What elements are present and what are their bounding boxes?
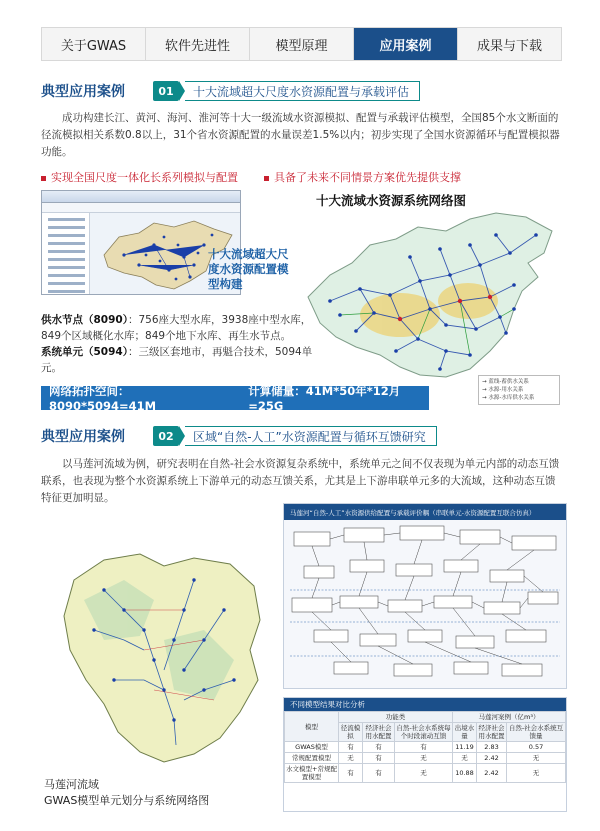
table-cell: 有 — [363, 764, 395, 783]
system-units-paragraph — [41, 344, 331, 376]
topology-space-text: 网络拓扑空间：8090*5094=41M — [49, 384, 157, 413]
table-cell: 水文模型+常规配置模型 — [286, 765, 337, 781]
table-cell: 有 — [363, 742, 395, 753]
group-case-header: 马莲河案例（亿m³） — [453, 712, 566, 723]
diagram-title: 马莲河“自然-人工”水资源供给配置与承载评价耦（串联单元-水资源配置互联合仿真） — [284, 504, 566, 520]
case1-nodes-description — [41, 312, 331, 376]
system-units-label: 系统单元（5094） — [41, 346, 128, 358]
supply-nodes-text: ：756座大型水库，3938座中型水库，849个区域概化水库；849个地下水库、再生水节点。 — [41, 314, 312, 342]
table-cell: 有 — [363, 753, 395, 764]
table-cell: 11.19 — [453, 742, 477, 753]
col-header: 经济社会用水配置 — [478, 724, 505, 740]
table-cell: 10.88 — [453, 764, 477, 783]
tab-software-advantages[interactable]: 软件先进性 — [146, 28, 250, 60]
tab-about-gwas[interactable]: 关于GWAS — [42, 28, 146, 60]
network-map-title: 十大流域水资源系统网络图 — [316, 193, 467, 208]
software-tree-panel — [42, 213, 90, 294]
model-comparison-table — [283, 697, 567, 812]
malian-river-basin-map — [44, 540, 274, 772]
table-cell: 无 — [395, 764, 453, 783]
table-cell: 无 — [507, 764, 566, 783]
table-cell: 2.42 — [477, 753, 507, 764]
system-units-text: ：三级区套地市，再魁合技术，5094单元。 — [41, 346, 313, 374]
table-cell: 有 — [339, 764, 363, 783]
legend-item-1: → 蓝线-蓄供水关系 — [482, 379, 529, 385]
group-function-header: 功能类 — [339, 712, 453, 723]
col-header: 出境水量 — [453, 723, 477, 742]
comparison-table-grid — [284, 711, 566, 783]
table-title: 不同模型结果对比分析 — [284, 698, 566, 711]
case1-bullet-1-text: 实现全国尺度一体化长系列模拟与配置 — [51, 171, 238, 184]
software-toolbar — [42, 203, 240, 213]
table-cell: 2.42 — [477, 764, 507, 783]
case2-label: 区域“自然-人工”水资源配置与循环互馈研究 — [185, 426, 437, 446]
table-cell: 常规配置模型 — [285, 753, 339, 764]
table-cell: GWAS模型 — [285, 742, 339, 753]
storage-calc-text: 计算储量：41M*50年*12月=25G — [248, 384, 401, 413]
case1-header — [41, 81, 420, 101]
legend-item-2: → 水源-用水关系 — [482, 387, 524, 393]
case1-paragraph: 成功构建长江、黄河、海河、淮河等十大一级流域水资源模拟、配置与承载评估模型，全国85个水文断面的径流模拟相关系数0.8以上，31个省水资源配置的水量误差1.5%以内；初步实现了全国水资源循环与配置模拟器功能。 — [41, 112, 560, 158]
col-model-header: 模型 — [285, 712, 339, 742]
case1-title: 典型应用案例 — [41, 84, 125, 100]
case2-number: 02 — [153, 426, 179, 446]
bullet-square-icon — [264, 176, 269, 181]
software-caption: 十大流域超大尺度水资源配置模型构建 — [208, 247, 289, 291]
supply-nodes-paragraph — [41, 312, 331, 344]
table-row — [285, 764, 566, 783]
col-header: 径流模拟 — [339, 723, 363, 742]
table-cell: 2.83 — [477, 742, 507, 753]
software-titlebar — [42, 191, 240, 203]
table-cell: 无 — [395, 753, 453, 764]
basin-caption-line-2: GWAS模型单元划分与系统网络图 — [44, 794, 210, 807]
case1-bullet-2 — [264, 169, 461, 185]
table-cell: 无 — [507, 753, 566, 764]
supply-nodes-label: 供水节点（8090） — [41, 314, 128, 326]
case1-bullets — [41, 169, 562, 185]
top-nav — [41, 27, 562, 61]
col-header: 自然-社会水系统互馈量 — [507, 723, 566, 742]
table-cell: 有 — [395, 742, 453, 753]
coupling-flow-diagram — [283, 503, 567, 689]
table-header-row-1 — [285, 712, 566, 723]
case1-bullet-2-text: 具备了未来不同情景方案优先提供支撑 — [274, 171, 461, 184]
legend-item-3: → 水源-水库供水关系 — [482, 395, 535, 401]
topology-summary-bar — [41, 384, 429, 413]
col-header: 经济社会用水配置 — [363, 723, 395, 742]
case1-label: 十大流域超大尺度水资源配置与承载评估 — [185, 81, 420, 101]
basin-map-caption — [44, 777, 209, 809]
network-map-legend — [478, 375, 560, 405]
case2-header — [41, 426, 437, 446]
tab-results-download[interactable]: 成果与下载 — [476, 38, 542, 54]
table-cell: 无 — [339, 753, 363, 764]
case2-paragraph: 以马莲河流域为例，研究表明在自然-社会水资源复杂系统中，系统单元之间不仅表现为单元内部的动态互馈联系，也表现为整个水资源系统上下游单元的动态互馈关系，尤其是上下游串联单元多的大流域，这种动态互馈特征更加明显。 — [41, 458, 560, 504]
table-cell: 有 — [339, 742, 363, 753]
col-header: 自然-社会水系统每个时段滚动互馈 — [396, 724, 451, 740]
flow-diagram-graphic — [284, 520, 566, 688]
table-cell: 无 — [453, 753, 477, 764]
table-row — [285, 753, 566, 764]
case1-bullet-1 — [41, 169, 238, 185]
tab-model-principles[interactable]: 模型原理 — [250, 28, 354, 60]
table-row — [285, 742, 566, 753]
case2-title: 典型应用案例 — [41, 429, 125, 445]
case1-number: 01 — [153, 81, 179, 101]
basin-caption-line-1: 马莲河流域 — [44, 778, 99, 791]
tab-application-cases[interactable]: 应用案例 — [354, 28, 458, 60]
table-cell: 0.57 — [507, 742, 566, 753]
bullet-square-icon — [41, 176, 46, 181]
